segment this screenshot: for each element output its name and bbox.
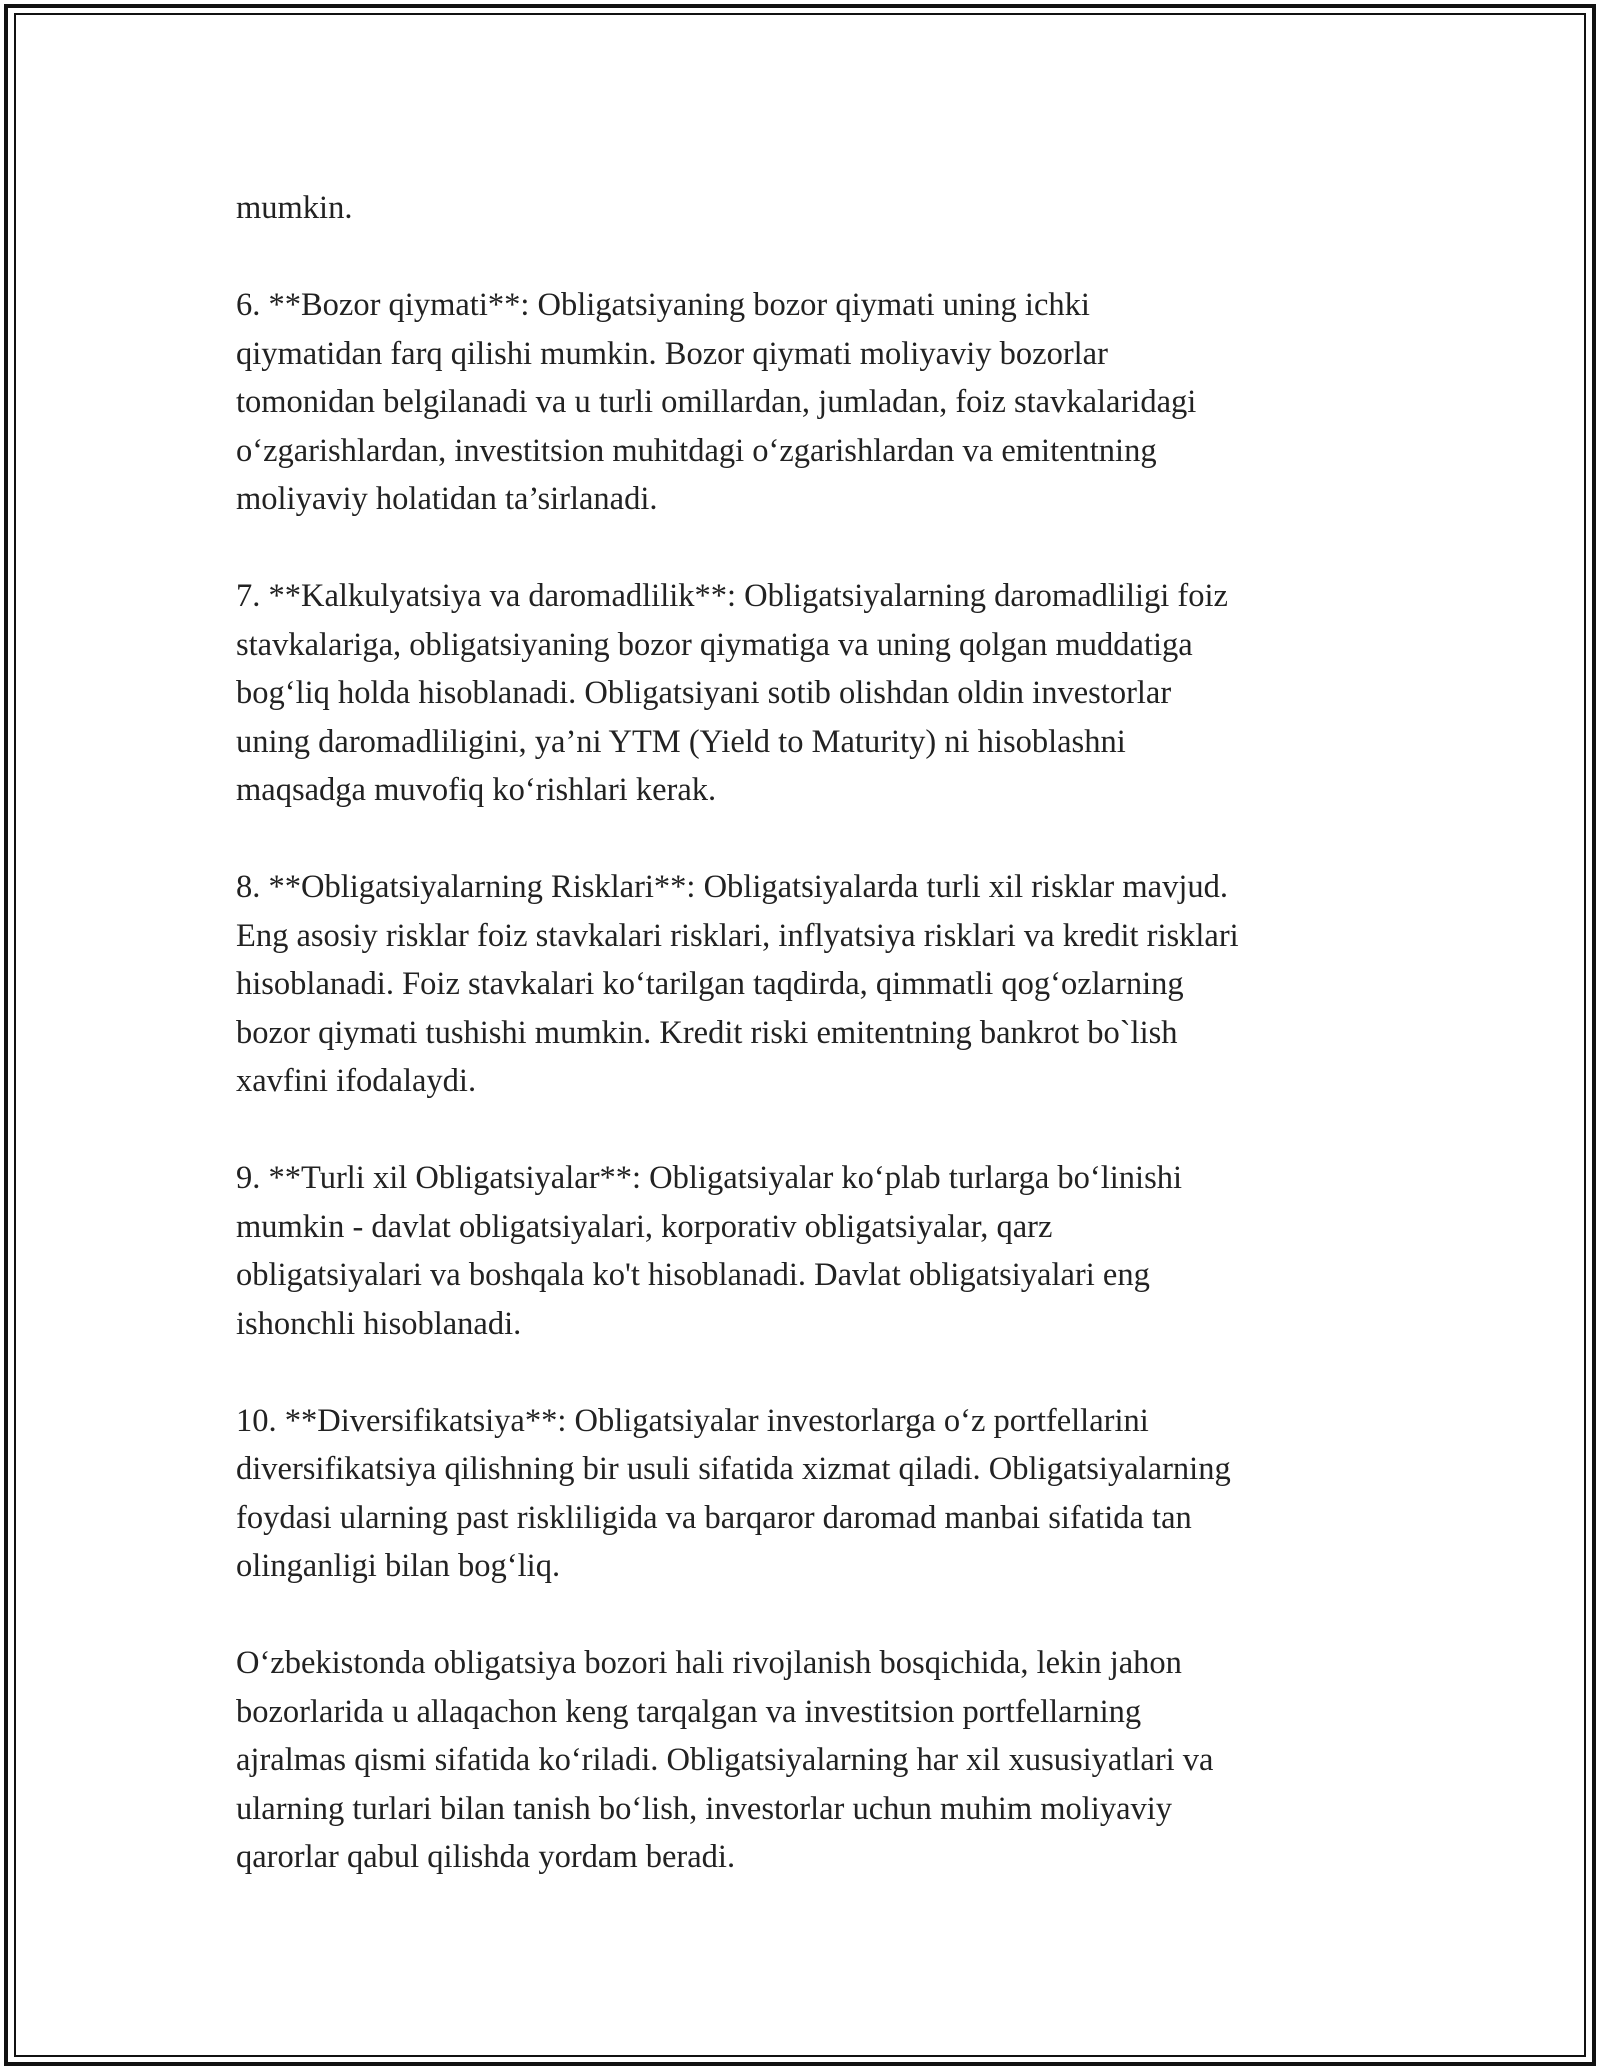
- paragraph-item-7-kalkulyatsiya: 7. **Kalkulyatsiya va daromadlilik**: Obligatsiyalarning daromadliligi foiz stavkalariga, obligatsiyaning bozor qiymatiga va uning qolgan muddatiga bog‘liq holda hisoblanadi. Obligatsiyani sotib olishdan oldin investorlar uning daromadliligini, ya’ni YTM (Yield to Maturity) ni hisoblashni maqsadga muvofiq ko‘rishlari kerak.: [236, 578, 1228, 808]
- paragraph-item-10-diversifikatsiya: 10. **Diversifikatsiya**: Obligatsiyalar investorlarga o‘z portfellarini diversifikatsiya qilishning bir usuli sifatida xizmat qiladi. Obligatsiyalarning foydasi ularning past riskliligida va barqaror daromad manbai sifatida tan olinganligi bilan bog‘liq.: [236, 1402, 1231, 1584]
- paragraph-item-8-risklar: 8. **Obligatsiyalarning Risklari**: Obligatsiyalarda turli xil risklar mavjud. Eng asosiy risklar foiz stavkalari risklari, inflyatsiya risklari va kredit risklari hisoblanadi. Foiz stavkalari ko‘tarilgan taqdirda, qimmatli qog‘ozlarning bozor qiymati tushishi mumkin. Kredit riski emitentning bankrot bo`lish xavfini ifodalaydi.: [236, 869, 1239, 1099]
- paragraph-item-6-bozor-qiymati: 6. **Bozor qiymati**: Obligatsiyaning bozor qiymati uning ichki qiymatidan farq qilishi mumkin. Bozor qiymati moliyaviy bozorlar tomonidan belgilanadi va u turli omillardan, jumladan, foiz stavkalaridagi o‘zgarishlardan, investitsion muhitdagi o‘zgarishlardan va emitentning moliyaviy holatidan ta’sirlanadi.: [236, 287, 1197, 517]
- paragraph-item-9-turlari: 9. **Turli xil Obligatsiyalar**: Obligatsiyalar ko‘plab turlarga bo‘linishi mumkin - davlat obligatsiyalari, korporativ obligatsiyalar, qarz obligatsiyalari va boshqala ko't hisoblanadi. Davlat obligatsiyalari eng ishonchli hisoblanadi.: [236, 1160, 1182, 1342]
- document-body: [236, 184, 1386, 1930]
- paragraph-conclusion: O‘zbekistonda obligatsiya bozori hali rivojlanish bosqichida, lekin jahon bozorlarida u allaqachon keng tarqalgan va investitsion portfellarning ajralmas qismi sifatida ko‘riladi. Obligatsiyalarning har xil xususiyatlari va ularning turlari bilan tanish bo‘lish, investorlar uchun muhim moliyaviy qarorlar qabul qilishda yordam beradi.: [236, 1645, 1214, 1875]
- paragraph-continuation: mumkin.: [236, 190, 353, 226]
